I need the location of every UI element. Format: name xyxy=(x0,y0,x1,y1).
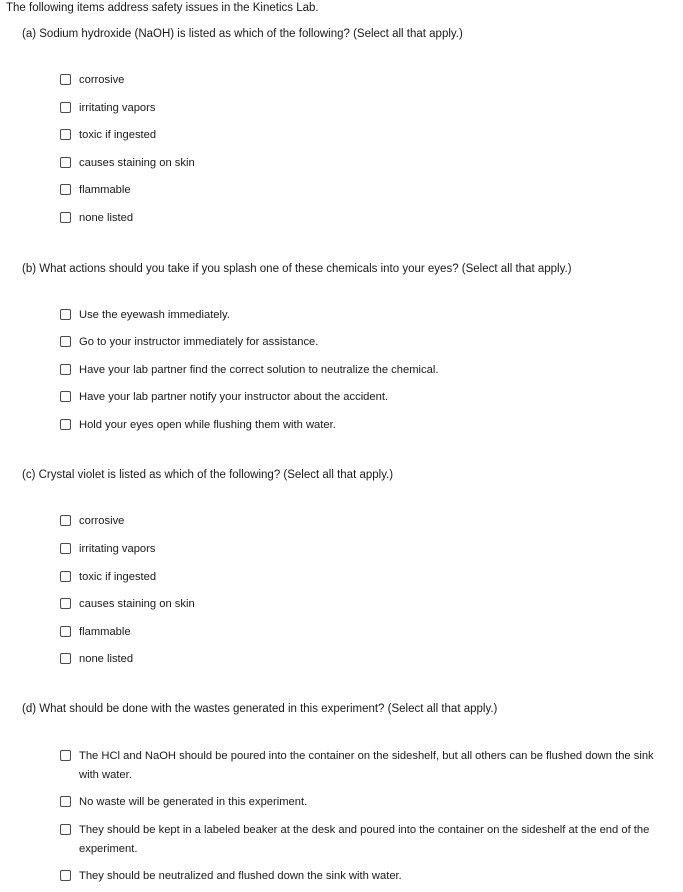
checkbox[interactable] xyxy=(60,870,71,881)
checkbox[interactable] xyxy=(60,102,71,113)
question-d-option[interactable] xyxy=(60,747,659,785)
option-label: Hold your eyes open while flushing them with water. xyxy=(79,419,336,431)
question-a-option[interactable] xyxy=(60,99,155,117)
question-a-option[interactable] xyxy=(60,126,156,144)
option-label: causes staining on skin xyxy=(79,157,195,169)
question-a-option[interactable] xyxy=(60,154,195,172)
checkbox[interactable] xyxy=(60,515,71,526)
checkbox[interactable] xyxy=(60,824,71,835)
checkbox[interactable] xyxy=(60,598,71,609)
checkbox[interactable] xyxy=(60,391,71,402)
checkbox[interactable] xyxy=(60,309,71,320)
question-c-option[interactable] xyxy=(60,540,155,558)
checkbox[interactable] xyxy=(60,129,71,140)
question-b-option[interactable] xyxy=(60,333,318,351)
question-a-option[interactable] xyxy=(60,181,131,199)
checkbox[interactable] xyxy=(60,543,71,554)
option-label: causes staining on skin xyxy=(79,598,195,610)
question-d-option[interactable] xyxy=(60,793,659,812)
checkbox[interactable] xyxy=(60,74,71,85)
option-label: corrosive xyxy=(79,515,125,527)
option-label: No waste will be generated in this experiment. xyxy=(79,796,308,808)
option-label: flammable xyxy=(79,184,131,196)
question-c-option[interactable] xyxy=(60,595,195,613)
question-c-prompt: (c) Crystal violet is listed as which of the following? (Select all that apply.) xyxy=(22,469,394,481)
checkbox[interactable] xyxy=(60,419,71,430)
option-label: none listed xyxy=(79,212,134,224)
option-label: none listed xyxy=(79,653,134,665)
question-a-option[interactable] xyxy=(60,209,133,227)
question-c-option[interactable] xyxy=(60,512,124,530)
option-label: Go to your instructor immediately for assistance. xyxy=(79,336,319,348)
option-label: Use the eyewash immediately. xyxy=(79,309,230,321)
option-label: toxic if ingested xyxy=(79,571,157,583)
option-label: The HCl and NaOH should be poured into the container on the sideshelf, but all others can be flushed down the sink with water. xyxy=(79,750,654,781)
checkbox[interactable] xyxy=(60,626,71,637)
checkbox[interactable] xyxy=(60,184,71,195)
checkbox[interactable] xyxy=(60,571,71,582)
option-label: Have your lab partner notify your instructor about the accident. xyxy=(79,391,389,403)
question-d-option[interactable] xyxy=(60,821,659,859)
question-d-option[interactable] xyxy=(60,867,659,886)
question-c-option[interactable] xyxy=(60,623,131,641)
question-b-option[interactable] xyxy=(60,416,336,434)
question-b-option[interactable] xyxy=(60,388,388,406)
question-b-option[interactable] xyxy=(60,361,438,379)
question-b-prompt: (b) What actions should you take if you splash one of these chemicals into your eyes? (Select all that apply.) xyxy=(22,263,572,275)
option-label: flammable xyxy=(79,626,131,638)
question-a-prompt: (a) Sodium hydroxide (NaOH) is listed as which of the following? (Select all that apply.) xyxy=(22,28,463,40)
question-c-option[interactable] xyxy=(60,568,156,586)
question-c-option[interactable] xyxy=(60,650,133,668)
option-label: They should be kept in a labeled beaker at the desk and poured into the container on the sideshelf at the end of the experiment. xyxy=(79,824,650,855)
checkbox[interactable] xyxy=(60,212,71,223)
question-b-option[interactable] xyxy=(60,306,230,324)
option-label: irritating vapors xyxy=(79,543,156,555)
option-label: Have your lab partner find the correct solution to neutralize the chemical. xyxy=(79,364,439,376)
option-label: toxic if ingested xyxy=(79,129,157,141)
option-label: They should be neutralized and flushed down the sink with water. xyxy=(79,870,402,882)
option-label: irritating vapors xyxy=(79,102,156,114)
checkbox[interactable] xyxy=(60,364,71,375)
checkbox[interactable] xyxy=(60,750,71,761)
question-a-option[interactable] xyxy=(60,71,124,89)
checkbox[interactable] xyxy=(60,157,71,168)
intro-text: The following items address safety issues in the Kinetics Lab. xyxy=(6,2,319,14)
checkbox[interactable] xyxy=(60,336,71,347)
question-d-prompt: (d) What should be done with the wastes generated in this experiment? (Select all that apply.) xyxy=(22,703,498,715)
checkbox[interactable] xyxy=(60,796,71,807)
checkbox[interactable] xyxy=(60,653,71,664)
option-label: corrosive xyxy=(79,74,125,86)
